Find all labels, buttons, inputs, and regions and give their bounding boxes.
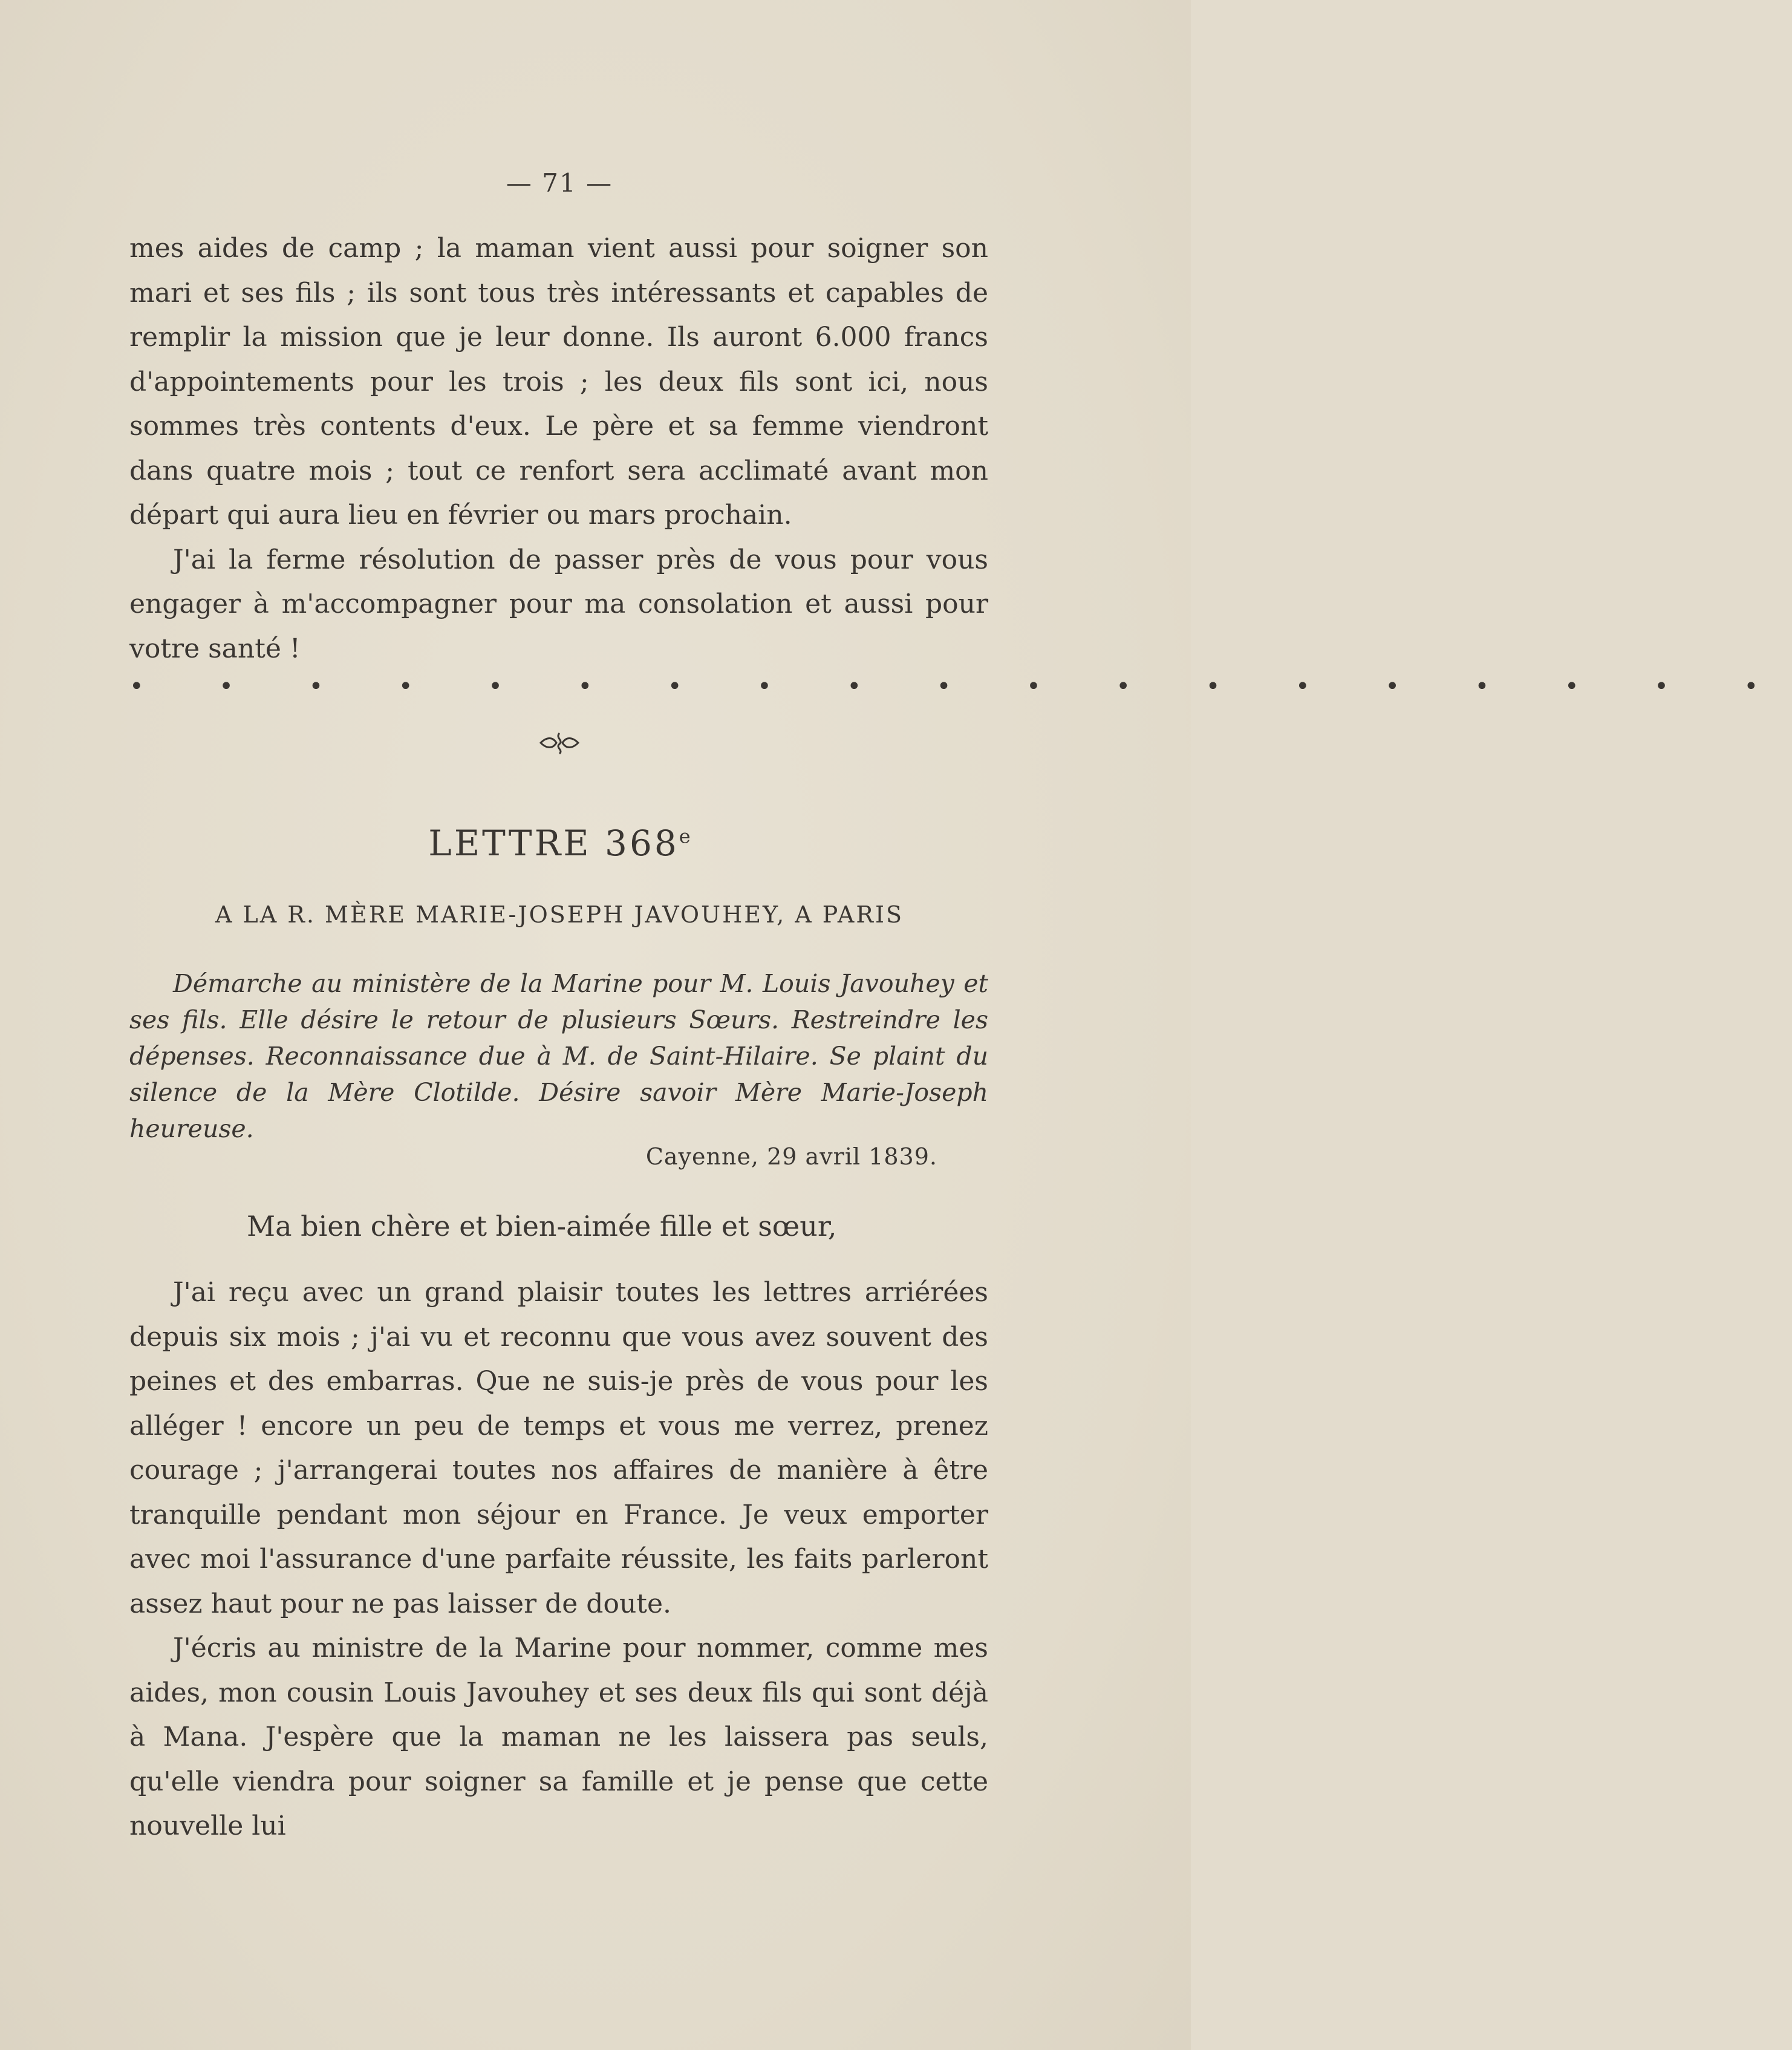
paragraph: mes aides de camp ; la maman vient aussi pour soigner son mari et ses fils ; ils sont tous très intéressants et capables de remplir la mission que je leur donne. Ils auront 6.000 francs d'appointements pour les trois ; les deux fils sont ici, nous sommes très contents d'eux. Le père et sa femme viendront dans quatre mois ; tout ce renfort sera acclimaté avant mon départ qui aura lieu en février ou mars prochain. (129, 233, 988, 530)
letter-summary: Démarche au ministère de la Marine pour M. Louis Javouhey et ses fils. Elle désire le retour de plusieurs Sœurs. Restreindre les dépenses. Reconnaissance due à M. de Saint-Hilaire. Se plaint du silence de la Mère Clotilde. Désire savoir Mère Marie-Joseph heureuse. (129, 969, 988, 1143)
letter-dateline: Cayenne, 29 avril 1839. (645, 1143, 937, 1170)
letter-recipient: A LA R. MÈRE MARIE-JOSEPH JAVOUHEY, A PARIS (215, 901, 904, 928)
letter-title (0, 823, 1119, 864)
paragraph: J'écris au ministre de la Marine pour nommer, comme mes aides, mon cousin Louis Javouhey et ses deux fils qui sont déjà à Mana. J'espère que la maman ne les laissera pas seuls, qu'elle viendra pour soigner sa famille et je pense que cette nouvelle lui (129, 1633, 988, 1841)
paragraph: J'ai reçu avec un grand plaisir toutes les lettres arriérées depuis six mois ; j'ai vu et reconnu que vous avez souvent des peines et des embarras. Que ne suis-je près de vous pour les alléger ! encore un peu de temps et vous me verrez, prenez courage ; j'arrangerai toutes nos affaires de manière à être tranquille pendant mon séjour en France. Je veux emporter avec moi l'assurance d'une parfaite réussite, les faits parleront assez haut pour ne pas laisser de doute. (129, 1277, 988, 1619)
continuation-text (129, 226, 988, 671)
ellipsis-dots: • • • • • • • • • • • • • • • • • • • (129, 673, 1792, 700)
letter-title-superscript: e (679, 824, 691, 848)
letter-salutation: Ma bien chère et bien-aimée fille et sœur, (247, 1210, 837, 1242)
fleuron-ornament-icon (538, 731, 581, 755)
page-number: — 71 — (506, 168, 613, 198)
paragraph: J'ai la ferme résolution de passer près de vous pour vous engager à m'accompagner pour ma consolation et aussi pour votre santé ! (129, 544, 988, 664)
letter-title-text: LETTRE 368 (428, 823, 679, 864)
letter-body (129, 1270, 988, 1849)
